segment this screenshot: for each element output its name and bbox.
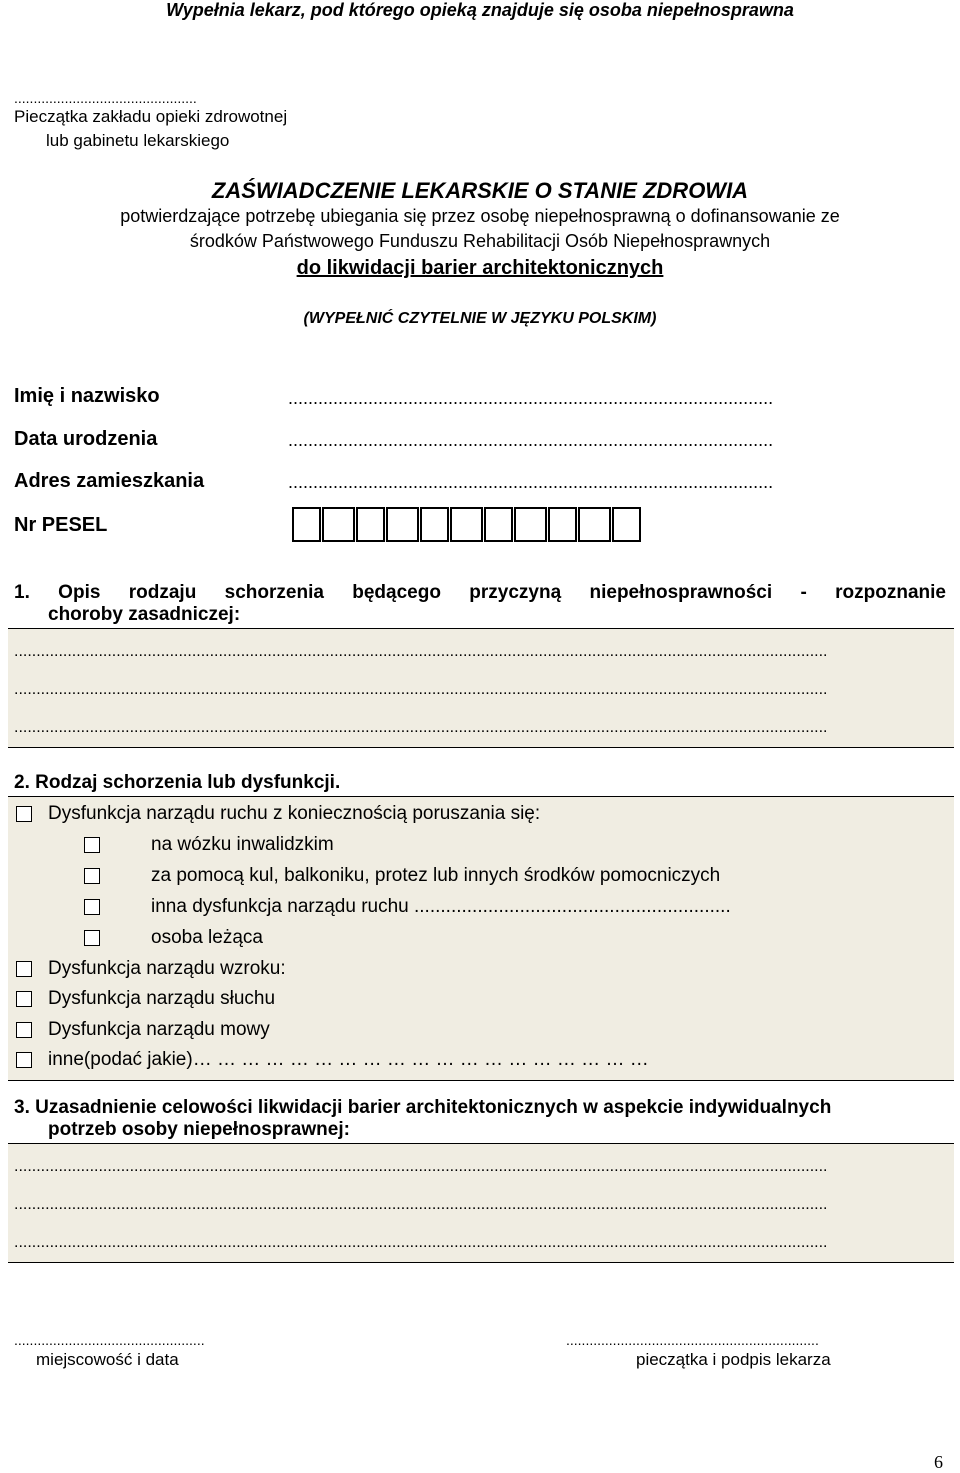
header-note: Wypełnia lekarz, pod którego opieką znajduje się osoba niepełnosprawna bbox=[166, 0, 794, 20]
stamp-label-line1: Pieczątka zakładu opieki zdrowotnej bbox=[14, 107, 288, 126]
option-speech[interactable] bbox=[16, 1019, 270, 1041]
pesel-digit-cell[interactable] bbox=[548, 507, 577, 542]
section1-title: 1. Opis rodzaju schorzenia będącego przyczyną niepełnosprawności - rozpoznanie bbox=[14, 582, 946, 603]
option-hearing[interactable] bbox=[16, 988, 275, 1010]
stamp-dots: ............................................... bbox=[14, 90, 197, 106]
option-label: na wózku inwalidzkim bbox=[151, 834, 334, 855]
pesel-digit-cell[interactable] bbox=[356, 507, 385, 542]
checkbox-icon[interactable] bbox=[84, 899, 100, 915]
document-title-block bbox=[0, 178, 960, 282]
page-number: 6 bbox=[934, 1452, 943, 1472]
section1-title-line2: choroby zasadniczej: bbox=[48, 604, 241, 625]
section2-title: 2. Rodzaj schorzenia lub dysfunkcji. bbox=[14, 772, 341, 793]
document-subtitle-line2: środków Państwowego Funduszu Rehabilitacji Osób Niepełnosprawnych bbox=[189, 231, 771, 251]
option-label: Dysfunkcja narządu wzroku: bbox=[48, 958, 286, 979]
section2-options-area bbox=[8, 796, 954, 1081]
pesel-field[interactable] bbox=[292, 507, 642, 542]
answer-line: ....................................................................................................................................................................................... bbox=[14, 719, 828, 736]
stamp-label-line2: lub gabinetu lekarskiego bbox=[46, 131, 230, 150]
option-wheelchair[interactable] bbox=[84, 834, 334, 856]
pesel-digit-cell[interactable] bbox=[386, 507, 419, 542]
option-crutches[interactable] bbox=[84, 865, 720, 887]
pesel-digit-cell[interactable] bbox=[514, 507, 547, 542]
answer-line: ....................................................................................................................................................................................... bbox=[14, 643, 828, 660]
option-other-motor[interactable] bbox=[84, 896, 731, 918]
checkbox-icon[interactable] bbox=[16, 1022, 32, 1038]
option-motor-dysfunction[interactable] bbox=[16, 803, 540, 825]
section3-answer-area[interactable] bbox=[8, 1143, 954, 1263]
fill-instruction: (WYPEŁNIĆ CZYTELNIE W JĘZYKU POLSKIM) bbox=[303, 310, 657, 327]
pesel-digit-cell[interactable] bbox=[484, 507, 513, 542]
name-label: Imię i nazwisko bbox=[14, 385, 160, 407]
option-label: za pomocą kul, balkoniku, protez lub innych środków pomocniczych bbox=[151, 865, 721, 886]
section1-answer-area[interactable] bbox=[8, 628, 954, 748]
place-date-field[interactable]: ................................................. bbox=[14, 1332, 205, 1348]
section3-title-line2: potrzeb osoby niepełnosprawnej: bbox=[48, 1119, 350, 1140]
answer-line: ....................................................................................................................................................................................... bbox=[14, 1234, 828, 1251]
option-label: osoba leżąca bbox=[151, 927, 263, 948]
pesel-digit-cell[interactable] bbox=[612, 507, 641, 542]
option-other[interactable] bbox=[16, 1049, 649, 1071]
clinic-stamp-area bbox=[14, 91, 287, 153]
pesel-digit-cell[interactable] bbox=[450, 507, 483, 542]
answer-line: ....................................................................................................................................................................................... bbox=[14, 681, 828, 698]
checkbox-icon[interactable] bbox=[16, 961, 32, 977]
checkbox-icon[interactable] bbox=[16, 806, 32, 822]
doctor-signature-field[interactable]: ................................................................. bbox=[566, 1332, 819, 1348]
checkbox-icon[interactable] bbox=[16, 1052, 32, 1068]
pesel-digit-cell[interactable] bbox=[420, 507, 449, 542]
option-bedridden[interactable] bbox=[84, 927, 263, 949]
address-label: Adres zamieszkania bbox=[14, 470, 205, 492]
doctor-signature-label: pieczątka i podpis lekarza bbox=[636, 1350, 831, 1369]
answer-line: ....................................................................................................................................................................................... bbox=[14, 1196, 828, 1213]
option-vision[interactable] bbox=[16, 958, 286, 980]
answer-line: ....................................................................................................................................................................................... bbox=[14, 1158, 828, 1175]
pesel-digit-cell[interactable] bbox=[292, 507, 321, 542]
option-label: inne(podać jakie)… … … … … … … … … … … … … … … … … … … bbox=[48, 1049, 649, 1070]
dob-label: Data urodzenia bbox=[14, 428, 158, 450]
name-field[interactable]: ................................................................................................. bbox=[288, 388, 774, 408]
option-label: Dysfunkcja narządu słuchu bbox=[48, 988, 276, 1009]
section3-title-line1: 3. Uzasadnienie celowości likwidacji barier architektonicznych w aspekcie indywidualnych bbox=[14, 1097, 832, 1118]
option-label: inna dysfunkcja narządu ruchu ............................................................ bbox=[151, 896, 731, 917]
pesel-digit-cell[interactable] bbox=[322, 507, 355, 542]
dob-field[interactable]: ................................................................................................. bbox=[288, 430, 774, 450]
place-date-label: miejscowość i data bbox=[36, 1350, 179, 1369]
document-subtitle-underlined: do likwidacji barier architektonicznych bbox=[296, 257, 664, 279]
checkbox-icon[interactable] bbox=[84, 930, 100, 946]
checkbox-icon[interactable] bbox=[84, 868, 100, 884]
pesel-label: Nr PESEL bbox=[14, 514, 108, 536]
document-title: ZAŚWIADCZENIE LEKARSKIE O STANIE ZDROWIA bbox=[211, 178, 749, 203]
document-subtitle-line1: potwierdzające potrzebę ubiegania się przez osobę niepełnosprawną o dofinansowanie ze bbox=[120, 206, 840, 226]
checkbox-icon[interactable] bbox=[16, 991, 32, 1007]
checkbox-icon[interactable] bbox=[84, 837, 100, 853]
option-label: Dysfunkcja narządu mowy bbox=[48, 1019, 270, 1040]
option-label: Dysfunkcja narządu ruchu z koniecznością poruszania się: bbox=[48, 803, 541, 824]
pesel-digit-cell[interactable] bbox=[578, 507, 611, 542]
address-field[interactable]: ................................................................................................. bbox=[288, 472, 774, 492]
section3-title bbox=[14, 1097, 954, 1141]
